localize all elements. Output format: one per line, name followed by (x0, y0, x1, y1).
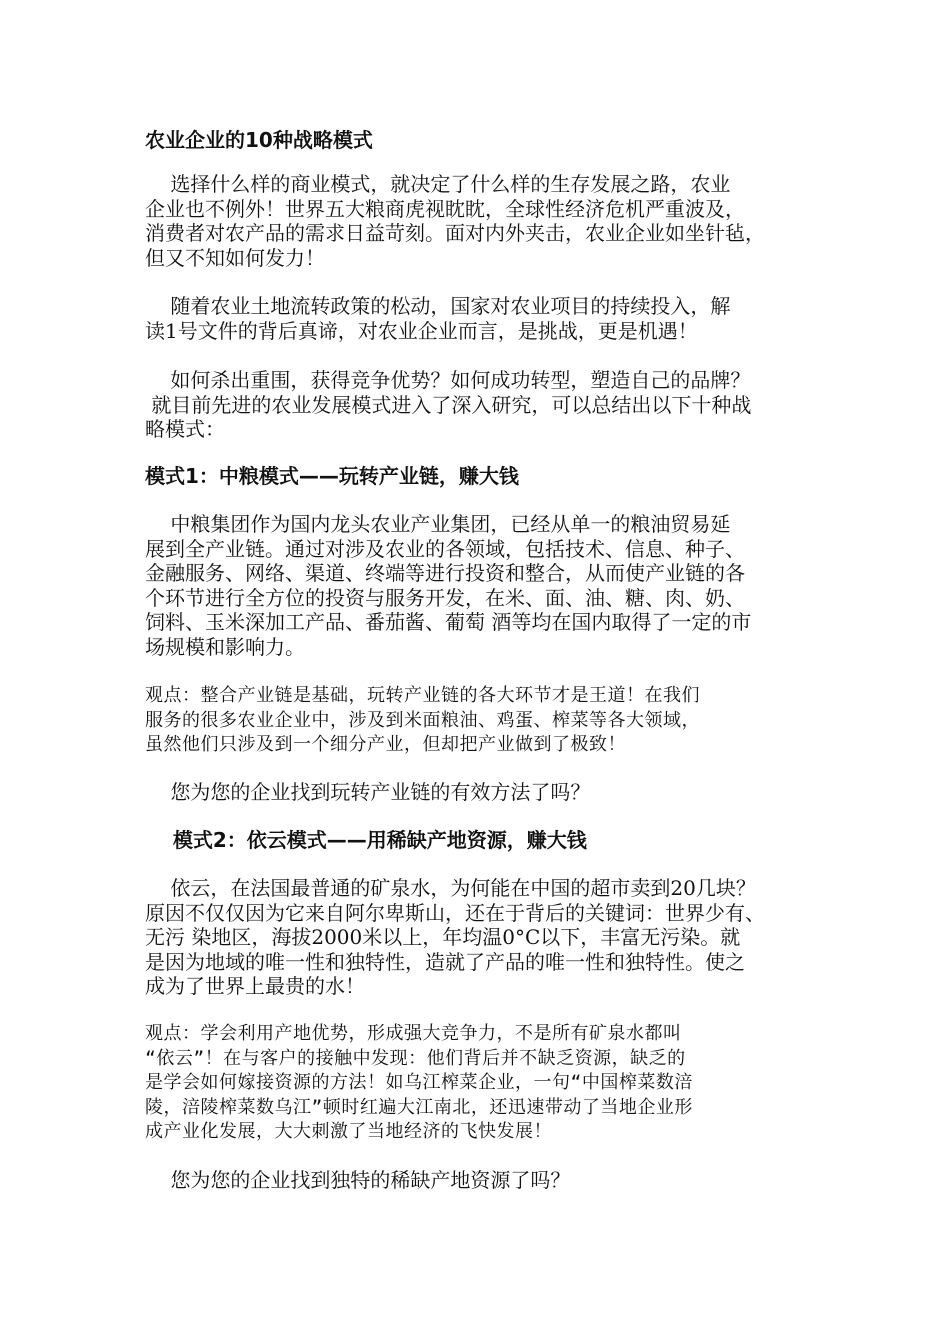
intro-paragraph-3 (145, 368, 815, 442)
text-line: 读1号文件的背后真谛，对农业企业而言，是挑战，更是机遇！ (145, 318, 698, 343)
text-line: 随着农业土地流转政策的松动，国家对农业项目的持续投入，解 (145, 294, 731, 318)
text-line: 是学会如何嫁接资源的方法！如乌江榨菜企业，一句“中国榨菜数涪 (145, 1072, 693, 1093)
text-line: 原因不仅仅因为它来自阿尔卑斯山，还在于背后的关键词：世界少有、 (145, 900, 765, 925)
text-line: 陵，涪陵榨菜数乌江”顿时红遍大江南北，还迅速带动了当地企业形 (145, 1096, 693, 1118)
text-line: 如何杀出重围，获得竞争优势？如何成功转型，塑造自己的品牌？ (145, 368, 751, 392)
text-line: 成为了世界上最贵的水！ (145, 974, 365, 998)
text-line: 虽然他们只涉及到一个细分产业，但却把产业做到了极致！ (145, 734, 626, 755)
text-line: 是因为地域的唯一性和独特性，造就了产品的唯一性和独特性。使之 (145, 949, 745, 974)
intro-paragraph-2 (145, 294, 815, 343)
text-line: 您为您的企业找到玩转产业链的有效方法了吗？ (145, 780, 591, 804)
text-line: 中粮集团作为国内龙头农业产业集团，已经从单一的粮油贸易延 (145, 512, 731, 536)
mode-2-viewpoint (145, 1022, 815, 1145)
text-line: 观点：学会利用产地优势，形成强大竞争力，不是所有矿泉水都叫 (145, 1023, 682, 1044)
text-line: 观点：整合产业链是基础，玩转产业链的各大环节才是王道！在我们 (145, 685, 700, 706)
section-heading-mode-2: 模式2：依云模式——用稀缺产地资源，赚大钱 (145, 828, 587, 852)
text-line: 依云，在法国最普通的矿泉水，为何能在中国的超市卖到20几块？ (145, 876, 756, 900)
text-line: 企业也不例外！世界五大粮商虎视眈眈，全球性经济危机严重波及， (145, 196, 745, 221)
text-line: 无污 染地区，海拔2000米以上，年均温0°C以下，丰富无污染。就 (145, 925, 741, 949)
text-line: 但又不知如何发力！ (145, 245, 325, 270)
mode-1-question (145, 780, 815, 805)
text-line: 成产业化发展，大大刺激了当地经济的飞快发展！ (145, 1121, 552, 1142)
text-line: 展到全产业链。通过对涉及农业的各领域，包括技术、信息、种子、 (145, 536, 745, 561)
mode-2-question (145, 1168, 815, 1193)
text-line: 消费者对农产品的需求日益苛刻。面对内外夹击，农业企业如坐针毡， (145, 221, 765, 245)
text-line: 个环节进行全方位的投资与服务开发，在米、面、油、糖、肉、奶、 (145, 585, 745, 610)
text-line: 就目前先进的农业发展模式进入了深入研究，可以总结出以下十种战 (145, 392, 752, 417)
text-line: 略模式： (145, 417, 225, 441)
document-title: 农业企业的10种战略模式 (145, 128, 373, 152)
section-heading-mode-1: 模式1：中粮模式——玩转产业链，赚大钱 (145, 464, 519, 488)
text-line: 选择什么样的商业模式，就决定了什么样的生存发展之路，农业 (145, 172, 731, 196)
mode-1-viewpoint (145, 684, 815, 758)
text-line: “依云”！在与客户的接触中发现：他们背后并不缺乏资源，缺乏的 (145, 1047, 686, 1069)
mode-1-paragraph (145, 512, 815, 659)
mode-2-paragraph (145, 876, 815, 999)
text-line: 金融服务、网络、渠道、终端等进行投资和整合，从而使产业链的各 (145, 561, 745, 585)
text-line: 饲料、玉米深加工产品、番茄酱、葡萄 酒等均在国内取得了一定的市 (145, 610, 752, 634)
intro-paragraph-1 (145, 172, 815, 270)
text-line: 服务的很多农业企业中，涉及到米面粮油、鸡蛋、榨菜等各大领域， (145, 709, 700, 731)
text-line: 您为您的企业找到独特的稀缺产地资源了吗？ (145, 1168, 571, 1192)
text-line: 场规模和影响力。 (145, 634, 305, 659)
